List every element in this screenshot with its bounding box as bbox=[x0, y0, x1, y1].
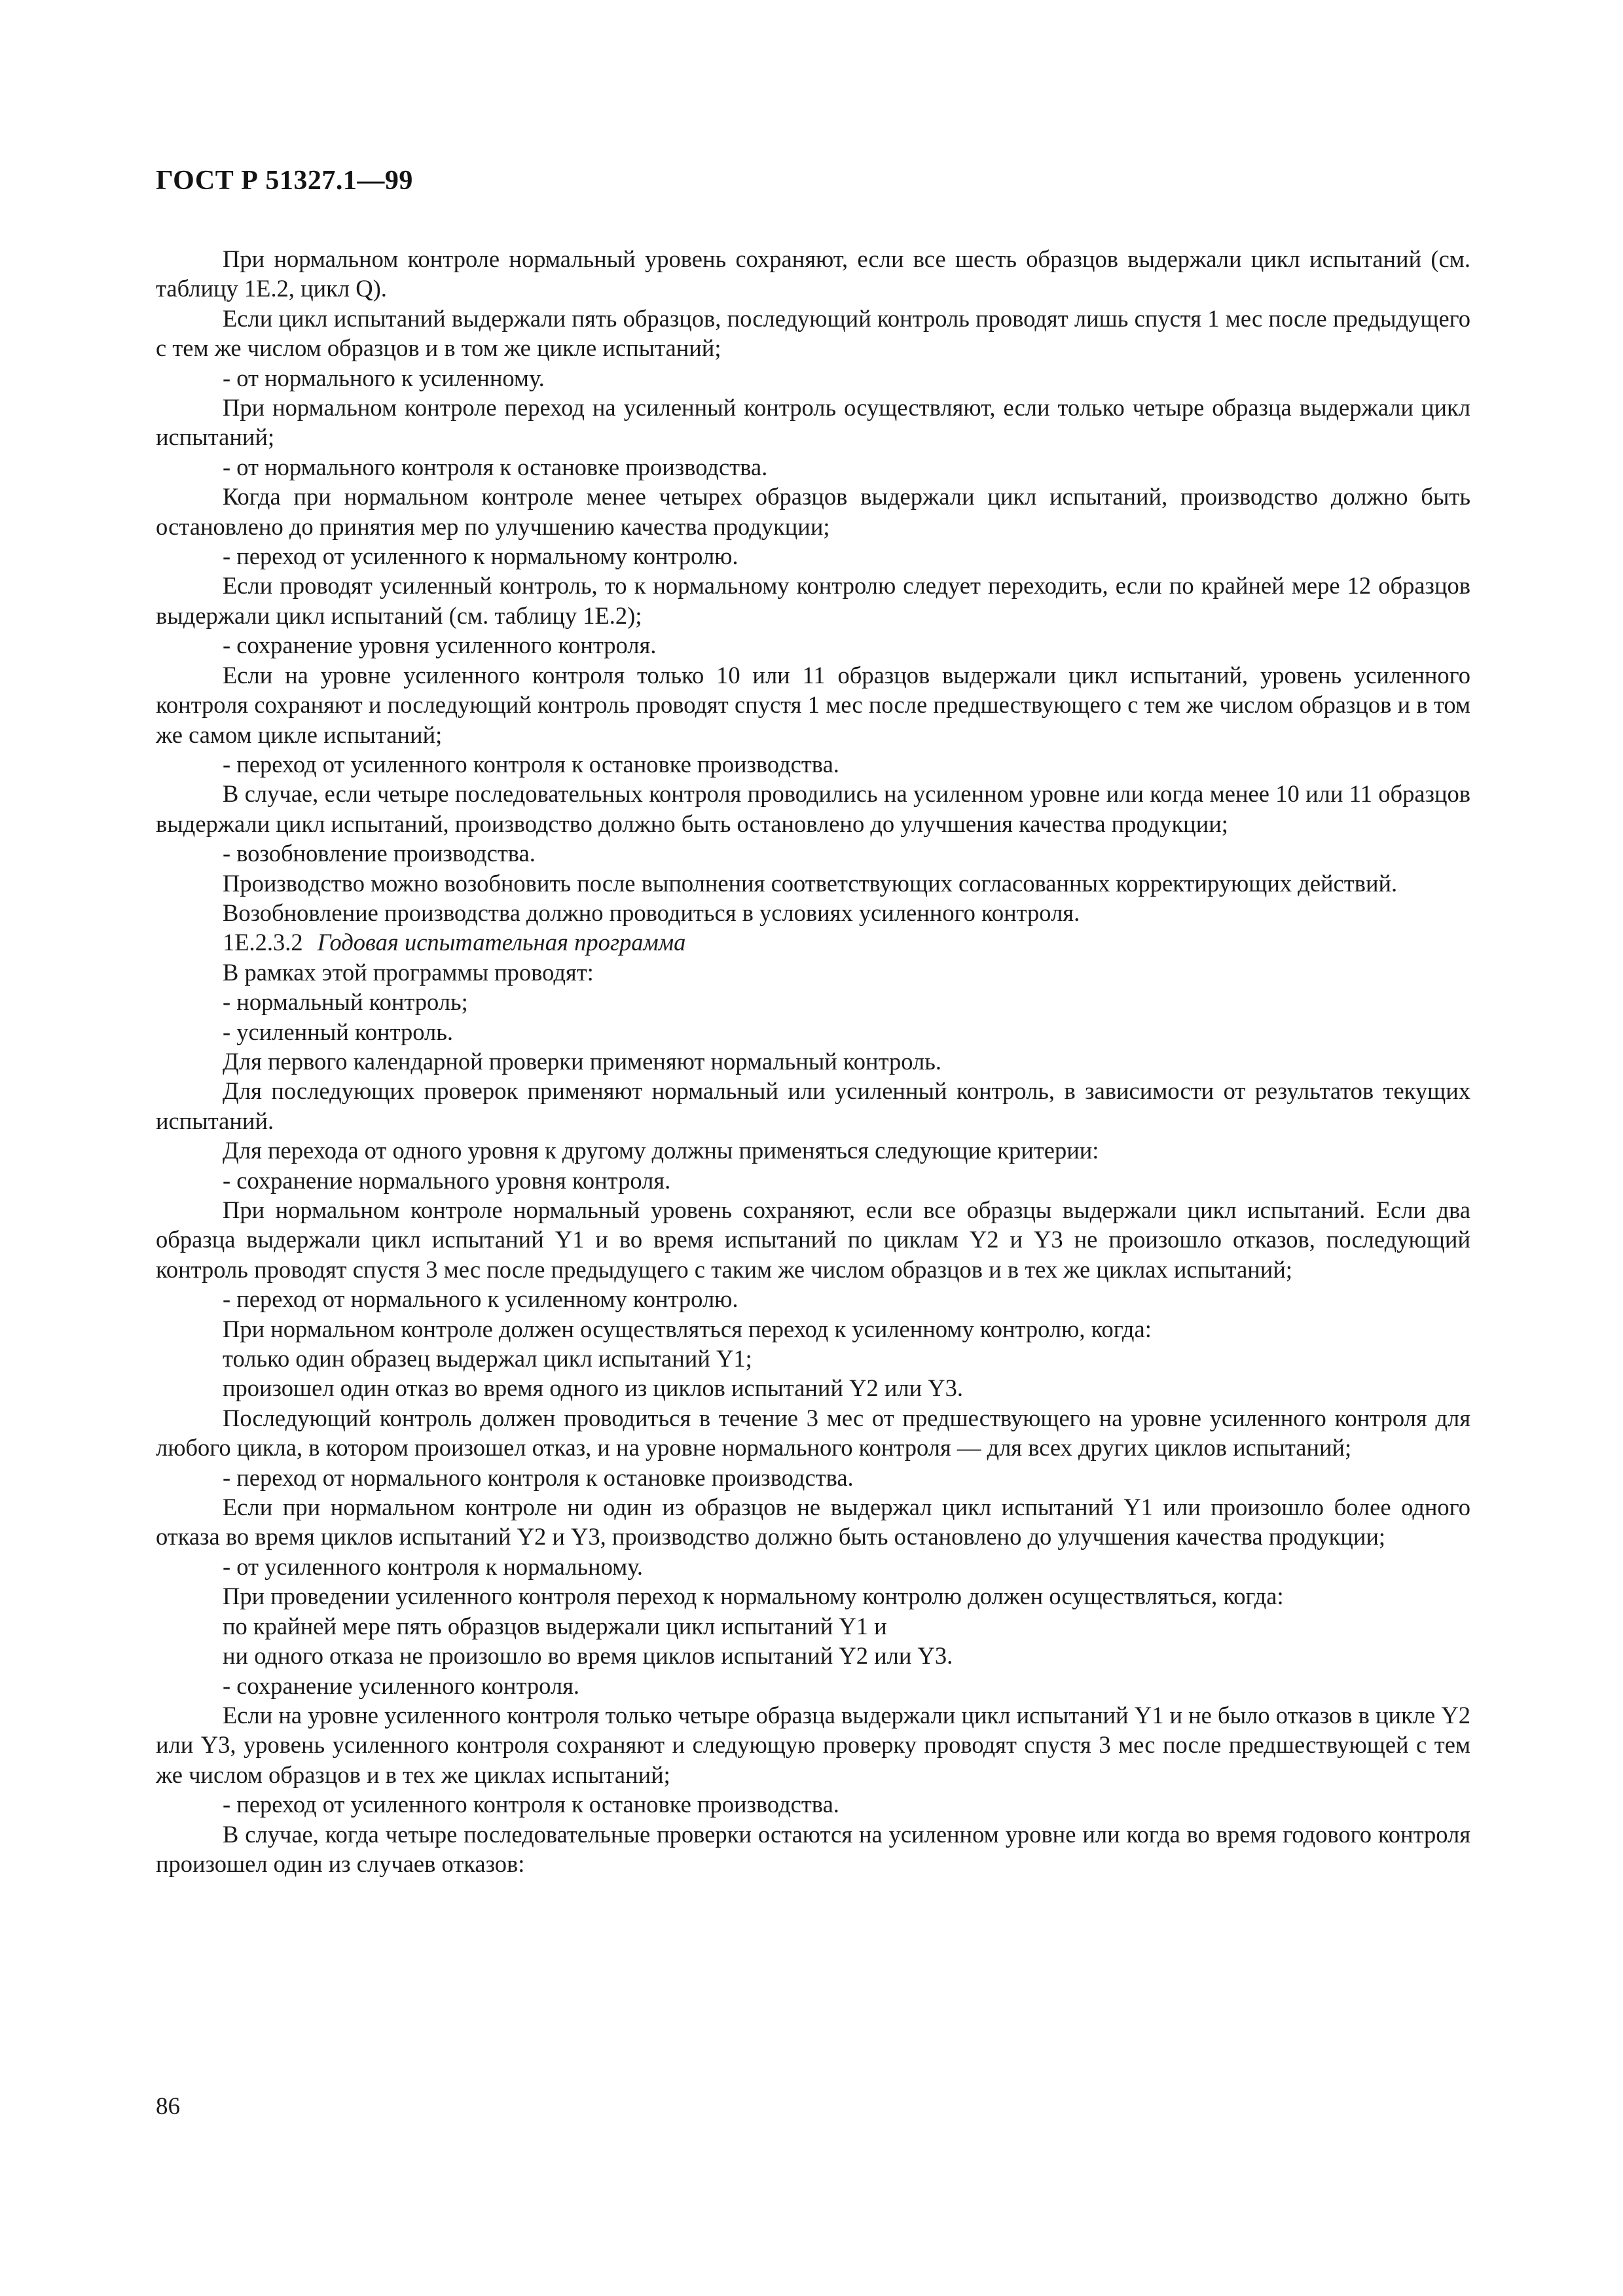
paragraph: Для первого календарной проверки применяют нормальный контроль. bbox=[223, 1047, 941, 1075]
paragraph: - переход от нормального к усиленному контролю. bbox=[223, 1285, 739, 1313]
paragraph: только один образец выдержал цикл испытаний Y1; bbox=[223, 1345, 752, 1372]
paragraph: - сохранение нормального уровня контроля. bbox=[223, 1166, 671, 1194]
body-text bbox=[156, 244, 1470, 1878]
paragraph: ни одного отказа не произошло во время циклов испытаний Y2 или Y3. bbox=[223, 1642, 953, 1670]
paragraph: При проведении усиленного контроля переход к нормальному контролю должен осуществляться, когда: bbox=[223, 1583, 1284, 1610]
paragraph: В рамках этой программы проводят: bbox=[223, 958, 594, 986]
paragraph: При нормальном контроле переход на усиленный контроль осуществляют, если только четыре образца выдержали цикл испытаний; bbox=[156, 394, 1470, 451]
paragraph: При нормальном контроле нормальный уровень сохраняют, если все шесть образцов выдержали цикл испытаний (см. таблицу 1Е.2, цикл Q). bbox=[156, 245, 1470, 302]
paragraph: Для последующих проверок применяют нормальный или усиленный контроль, в зависимости от результатов текущих испытаний. bbox=[156, 1077, 1470, 1134]
document-code-header: ГОСТ Р 51327.1—99 bbox=[156, 166, 413, 196]
paragraph: В случае, когда четыре последовательные проверки остаются на усиленном уровне или когда во время годового контроля произошел один из случаев отказов: bbox=[156, 1820, 1470, 1877]
paragraph: Если проводят усиленный контроль, то к нормальному контролю следует переходить, если по крайней мере 12 образцов выдержали цикл испытаний (см. таблицу 1Е.2); bbox=[156, 572, 1470, 629]
paragraph: - переход от усиленного контроля к остановке производства. bbox=[223, 750, 839, 778]
paragraph: - сохранение уровня усиленного контроля. bbox=[223, 632, 657, 659]
section-title: Годовая испытательная программа bbox=[317, 929, 686, 956]
paragraph: - усиленный контроль. bbox=[223, 1018, 453, 1045]
paragraph: - переход от нормального контроля к остановке производства. bbox=[223, 1463, 854, 1491]
paragraph: - от нормального контроля к остановке производства. bbox=[223, 453, 768, 480]
paragraph: Последующий контроль должен проводиться в течение 3 мес от предшествующего на уровне усиленного контроля для любого цикла, в котором произошел отказ, и на уровне нормального контроля — для всех других циклов испытаний; bbox=[156, 1404, 1470, 1462]
paragraph: Если при нормальном контроле ни один из образцов не выдержал цикл испытаний Y1 или произошло более одного отказа во время циклов испытаний Y2 и Y3, производство должно быть остановлено до улучшения качества продукции; bbox=[156, 1494, 1470, 1551]
paragraph: по крайней мере пять образцов выдержали цикл испытаний Y1 и bbox=[223, 1612, 887, 1640]
paragraph: При нормальном контроле нормальный уровень сохраняют, если все образцы выдержали цикл испытаний. Если два образца выдержали цикл испытаний Y1 и во время испытаний по циклам Y2 и Y3 не произошло отказов, последующий контроль проводят спустя 3 мес после предыдущего с таким же числом образцов и в тех же циклах испытаний; bbox=[156, 1196, 1470, 1283]
section-number: 1Е.2.3.2 bbox=[223, 929, 303, 956]
paragraph: Когда при нормальном контроле менее четырех образцов выдержали цикл испытаний, производство должно быть остановлено до принятия мер по улучшению качества продукции; bbox=[156, 483, 1470, 540]
paragraph: В случае, если четыре последовательных контроля проводились на усиленном уровне или когда менее 10 или 11 образцов выдержали цикл испытаний, производство должно быть остановлено до улучшения качества продукции; bbox=[156, 780, 1470, 837]
paragraph: - от нормального к усиленному. bbox=[223, 364, 545, 391]
paragraph: - возобновление производства. bbox=[223, 840, 536, 867]
paragraph: - нормальный контроль; bbox=[223, 988, 468, 1016]
paragraph: Для перехода от одного уровня к другому должны применяться следующие критерии: bbox=[223, 1137, 1099, 1164]
paragraph: Возобновление производства должно проводиться в условиях усиленного контроля. bbox=[223, 899, 1080, 926]
paragraph: произошел один отказ во время одного из циклов испытаний Y2 или Y3. bbox=[223, 1374, 964, 1402]
paragraph: Если на уровне усиленного контроля только четыре образца выдержали цикл испытаний Y1 и не было отказов в цикле Y2 или Y3, уровень усиленного контроля сохраняют и следующую проверку проводят спустя 3 мес после предшествующей с тем же числом образцов и в тех же циклах испытаний; bbox=[156, 1701, 1470, 1788]
section-heading bbox=[156, 927, 1470, 957]
paragraph: Производство можно возобновить после выполнения соответствующих согласованных корректирующих действий. bbox=[223, 869, 1398, 897]
paragraph: - переход от усиленного к нормальному контролю. bbox=[223, 543, 739, 570]
paragraph: При нормальном контроле должен осуществляться переход к усиленному контролю, когда: bbox=[223, 1315, 1152, 1342]
paragraph: Если на уровне усиленного контроля только 10 или 11 образцов выдержали цикл испытаний, уровень усиленного контроля сохраняют и последующий контроль проводят спустя 1 мес после предшествующего с тем же числом образцов и в том же самом цикле испытаний; bbox=[156, 661, 1470, 748]
paragraph: - переход от усиленного контроля к остановке производства. bbox=[223, 1791, 839, 1818]
paragraph: Если цикл испытаний выдержали пять образцов, последующий контроль проводят лишь спустя 1 мес после предыдущего с тем же числом образцов и в том же цикле испытаний; bbox=[156, 304, 1470, 362]
paragraph: - сохранение усиленного контроля. bbox=[223, 1672, 580, 1699]
paragraph: - от усиленного контроля к нормальному. bbox=[223, 1552, 643, 1580]
page-number: 86 bbox=[156, 2093, 180, 2120]
